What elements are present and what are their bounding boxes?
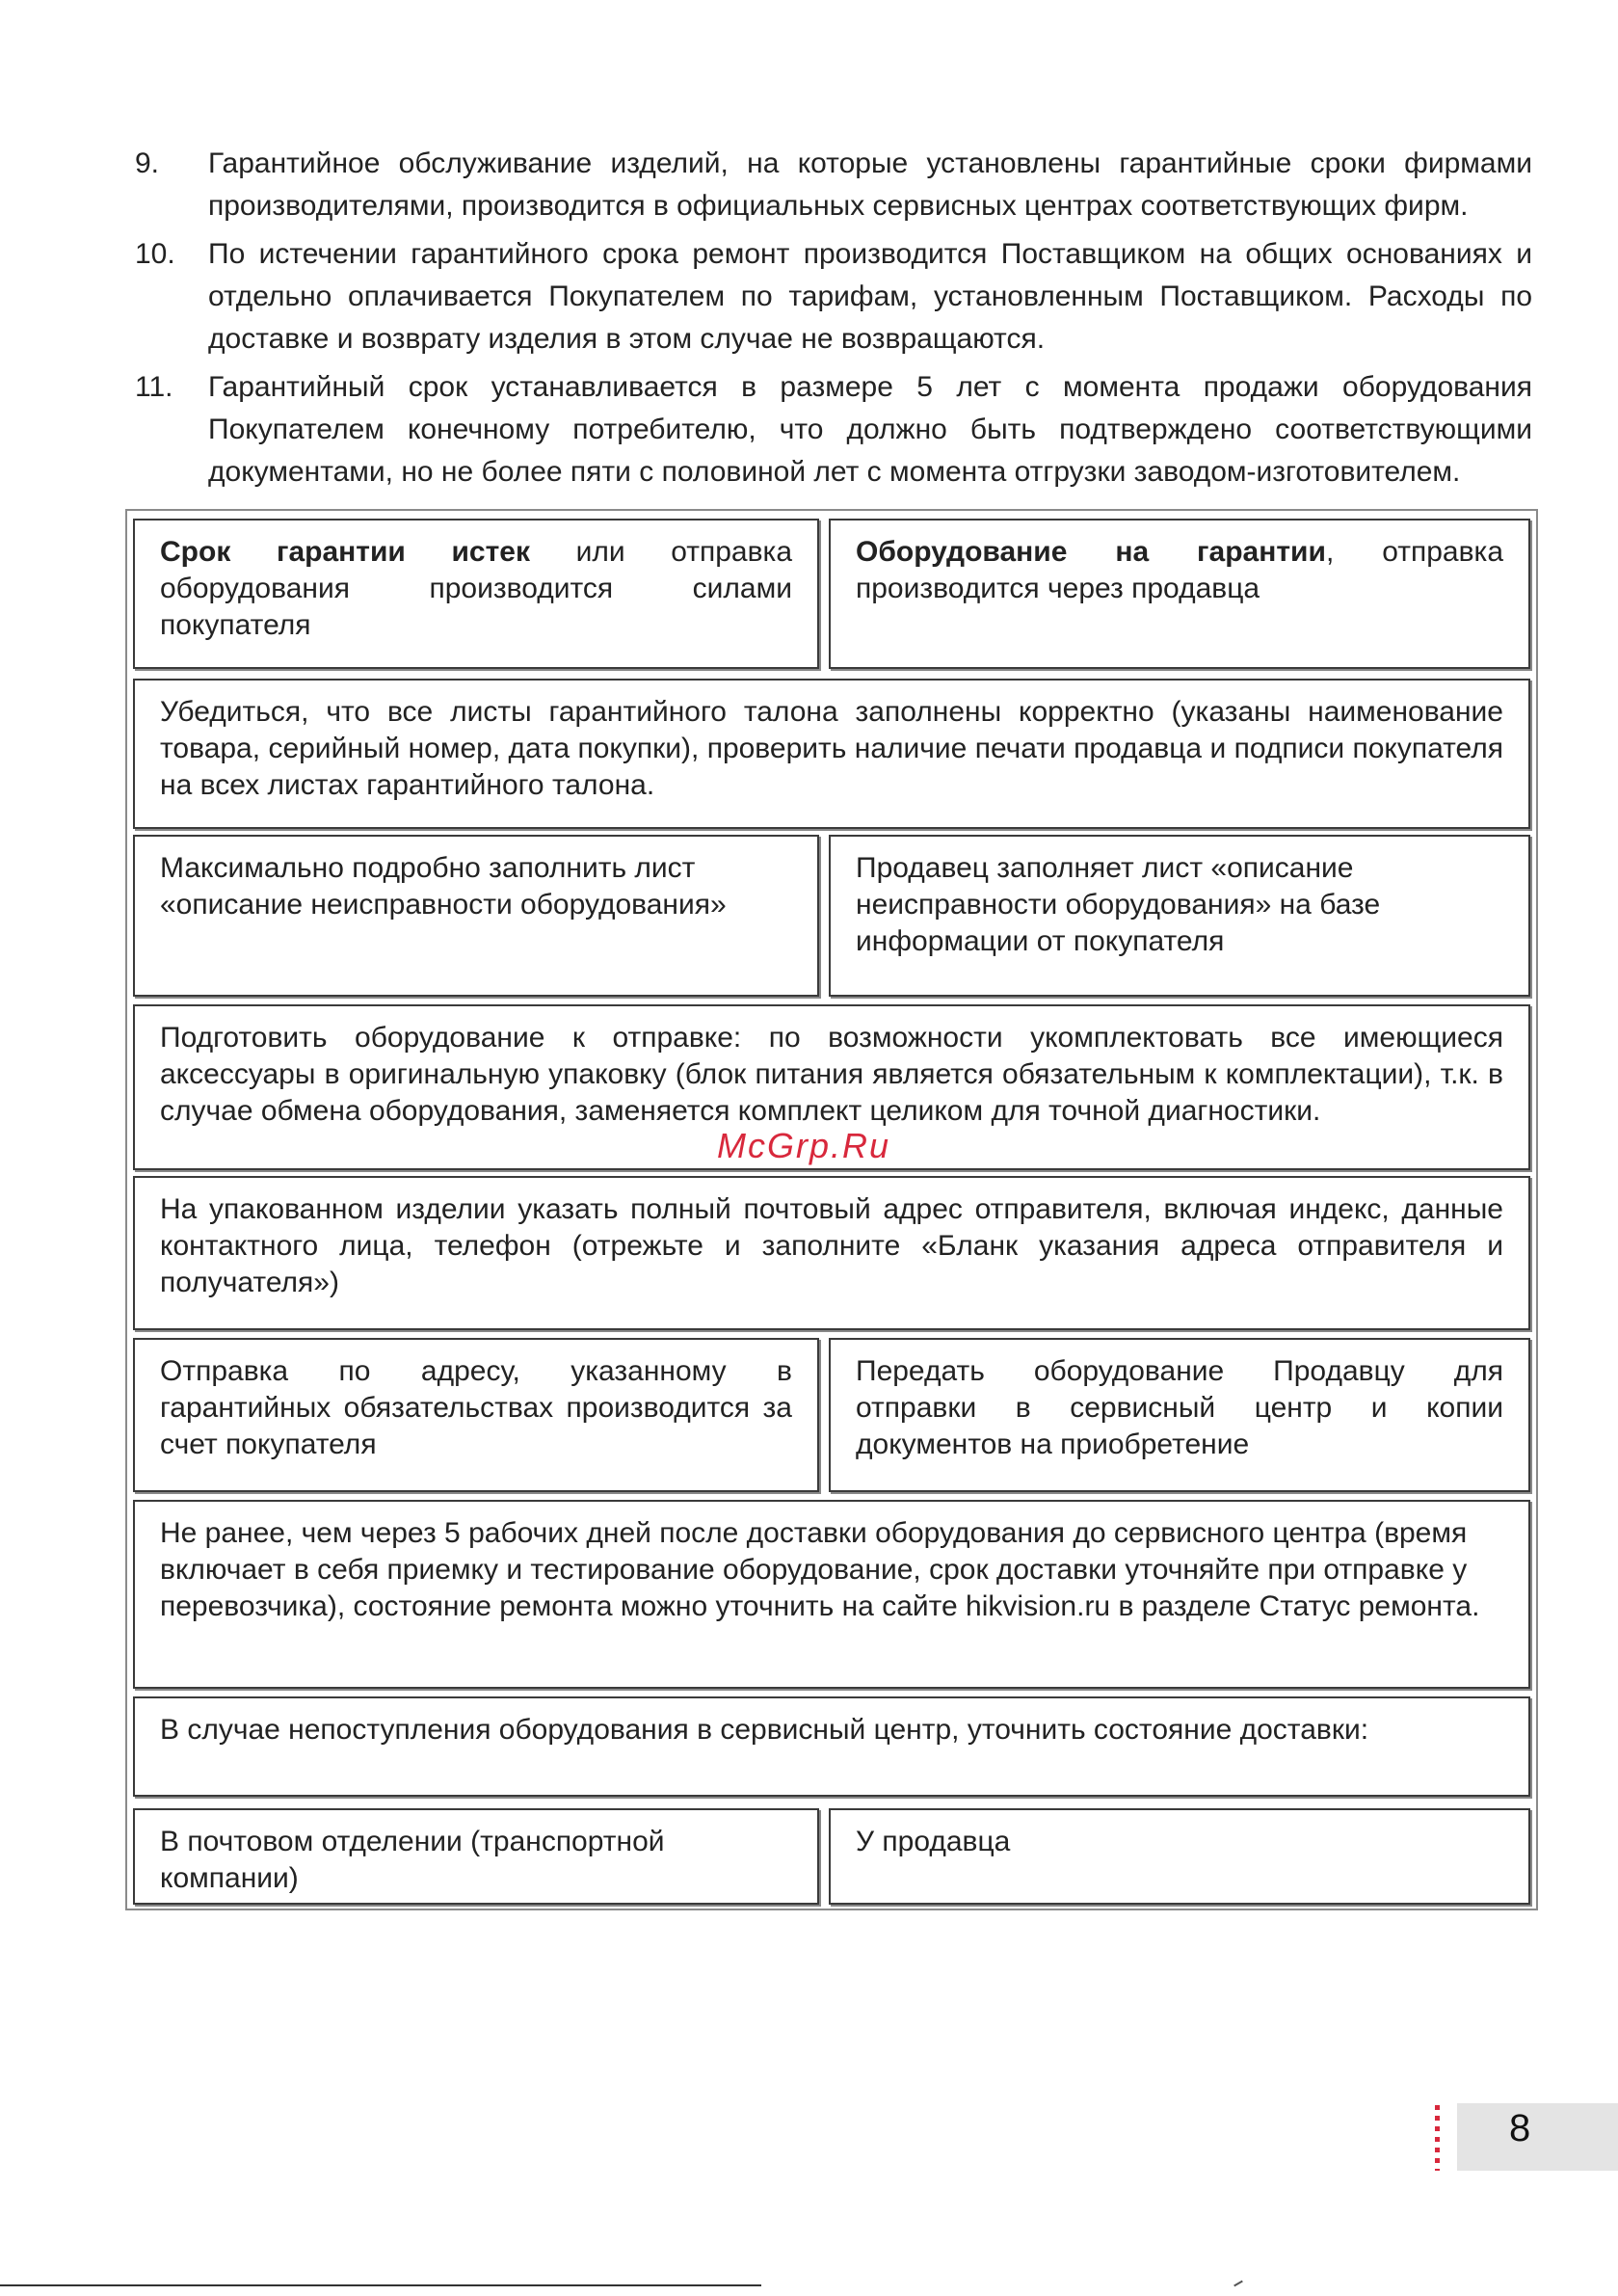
box-fill-fault-buyer xyxy=(133,835,819,997)
box-not-arrived xyxy=(133,1696,1530,1797)
box-ship-by-buyer xyxy=(133,1338,819,1492)
list-text: По истечении гарантийного срока ремонт производится Поставщиком на общих основаниях и отдельно оплачивается Покупателем по тарифам, установленным Поставщиком. Расходы по доставке и возврату изделия в этом случае не возвращаются. xyxy=(208,238,1532,355)
numbered-list xyxy=(135,143,1532,499)
box-text: Не ранее, чем через 5 рабочих дней после доставки оборудования до сервисного центра (время включает в себя приемку и тестирование оборудование, срок доставки уточняйте при отправке у перевозчика), состояние ремонта можно уточнить на сайте hikvision.ru в разделе Статус ремонта. xyxy=(160,1517,1480,1622)
box-text: Убедиться, что все листы гарантийного талона заполнены корректно (указаны наименование товара, серийный номер, дата покупки), проверить наличие печати продавца и подписи покупателя на всех листах гарантийного талона. xyxy=(160,696,1503,801)
box-text: У продавца xyxy=(856,1826,1011,1857)
box-text: Передать оборудование Продавцу для отправки в сервисный центр и копии документов на приобретение xyxy=(856,1355,1503,1460)
page-number: 8 xyxy=(1509,2107,1531,2149)
list-number: 9. xyxy=(135,147,160,179)
box-check-coupon xyxy=(133,679,1530,829)
box-text: Продавец заполняет лист «описание неисправности оборудования» на базе информации от покупателя xyxy=(856,852,1381,957)
list-item xyxy=(135,143,1532,227)
box-text: Отправка по адресу, указанному в гарантийных обязательствах производится за счет покупателя xyxy=(160,1355,792,1460)
bottom-rule xyxy=(0,2284,761,2286)
box-bold-text: Оборудование на гарантии xyxy=(856,536,1326,568)
box-at-seller xyxy=(829,1808,1530,1905)
list-item xyxy=(135,366,1532,494)
box-text: , отправка производится через продавца xyxy=(856,536,1503,604)
box-repair-status xyxy=(133,1500,1530,1689)
list-text: Гарантийный срок устанавливается в размере 5 лет с момента продажи оборудования Покупателем конечному потребителю, что должно быть подтверждено соответствующими документами, но не более пяти с половиной лет с момента отгрузки заводом-изготовителем. xyxy=(208,371,1532,488)
box-fill-fault-seller xyxy=(829,835,1530,997)
box-text: В случае непоступления оборудования в сервисный центр, уточнить состояние доставки: xyxy=(160,1714,1369,1746)
box-text: На упакованном изделии указать полный почтовый адрес отправителя, включая индекс, данные контактного лица, телефон (отрежьте и заполните «Бланк указания адреса отправителя и получателя») xyxy=(160,1193,1503,1298)
list-text: Гарантийное обслуживание изделий, на которые установлены гарантийные сроки фирмами производителями, производится в официальных сервисных центрах соответствующих фирм. xyxy=(208,147,1532,222)
bottom-mark xyxy=(1233,2281,1243,2287)
dotted-separator xyxy=(1435,2105,1440,2171)
list-number: 10. xyxy=(135,238,175,270)
page-number-background xyxy=(1457,2103,1618,2171)
list-item xyxy=(135,233,1532,360)
box-text: Подготовить оборудование к отправке: по возможности укомплектовать все имеющиеся аксессуары в оригинальную упаковку (блок питания является обязательным к комплектации), т.к. в случае обмена оборудования, заменяется комплект целиком для точной диагностики. xyxy=(160,1022,1503,1127)
box-sender-address xyxy=(133,1176,1530,1330)
box-text: В почтовом отделении (транспортной компании) xyxy=(160,1826,665,1894)
box-text: или отправка оборудования производится силами покупателя xyxy=(160,536,792,641)
list-number: 11. xyxy=(135,371,173,403)
box-post-office xyxy=(133,1808,819,1905)
box-bold-text: Срок гарантии истек xyxy=(160,536,530,568)
watermark: McGrp.Ru xyxy=(717,1126,891,1165)
box-warranty-expired xyxy=(133,519,819,669)
box-text: Максимально подробно заполнить лист «описание неисправности оборудования» xyxy=(160,852,727,921)
box-under-warranty xyxy=(829,519,1530,669)
box-ship-via-seller xyxy=(829,1338,1530,1492)
